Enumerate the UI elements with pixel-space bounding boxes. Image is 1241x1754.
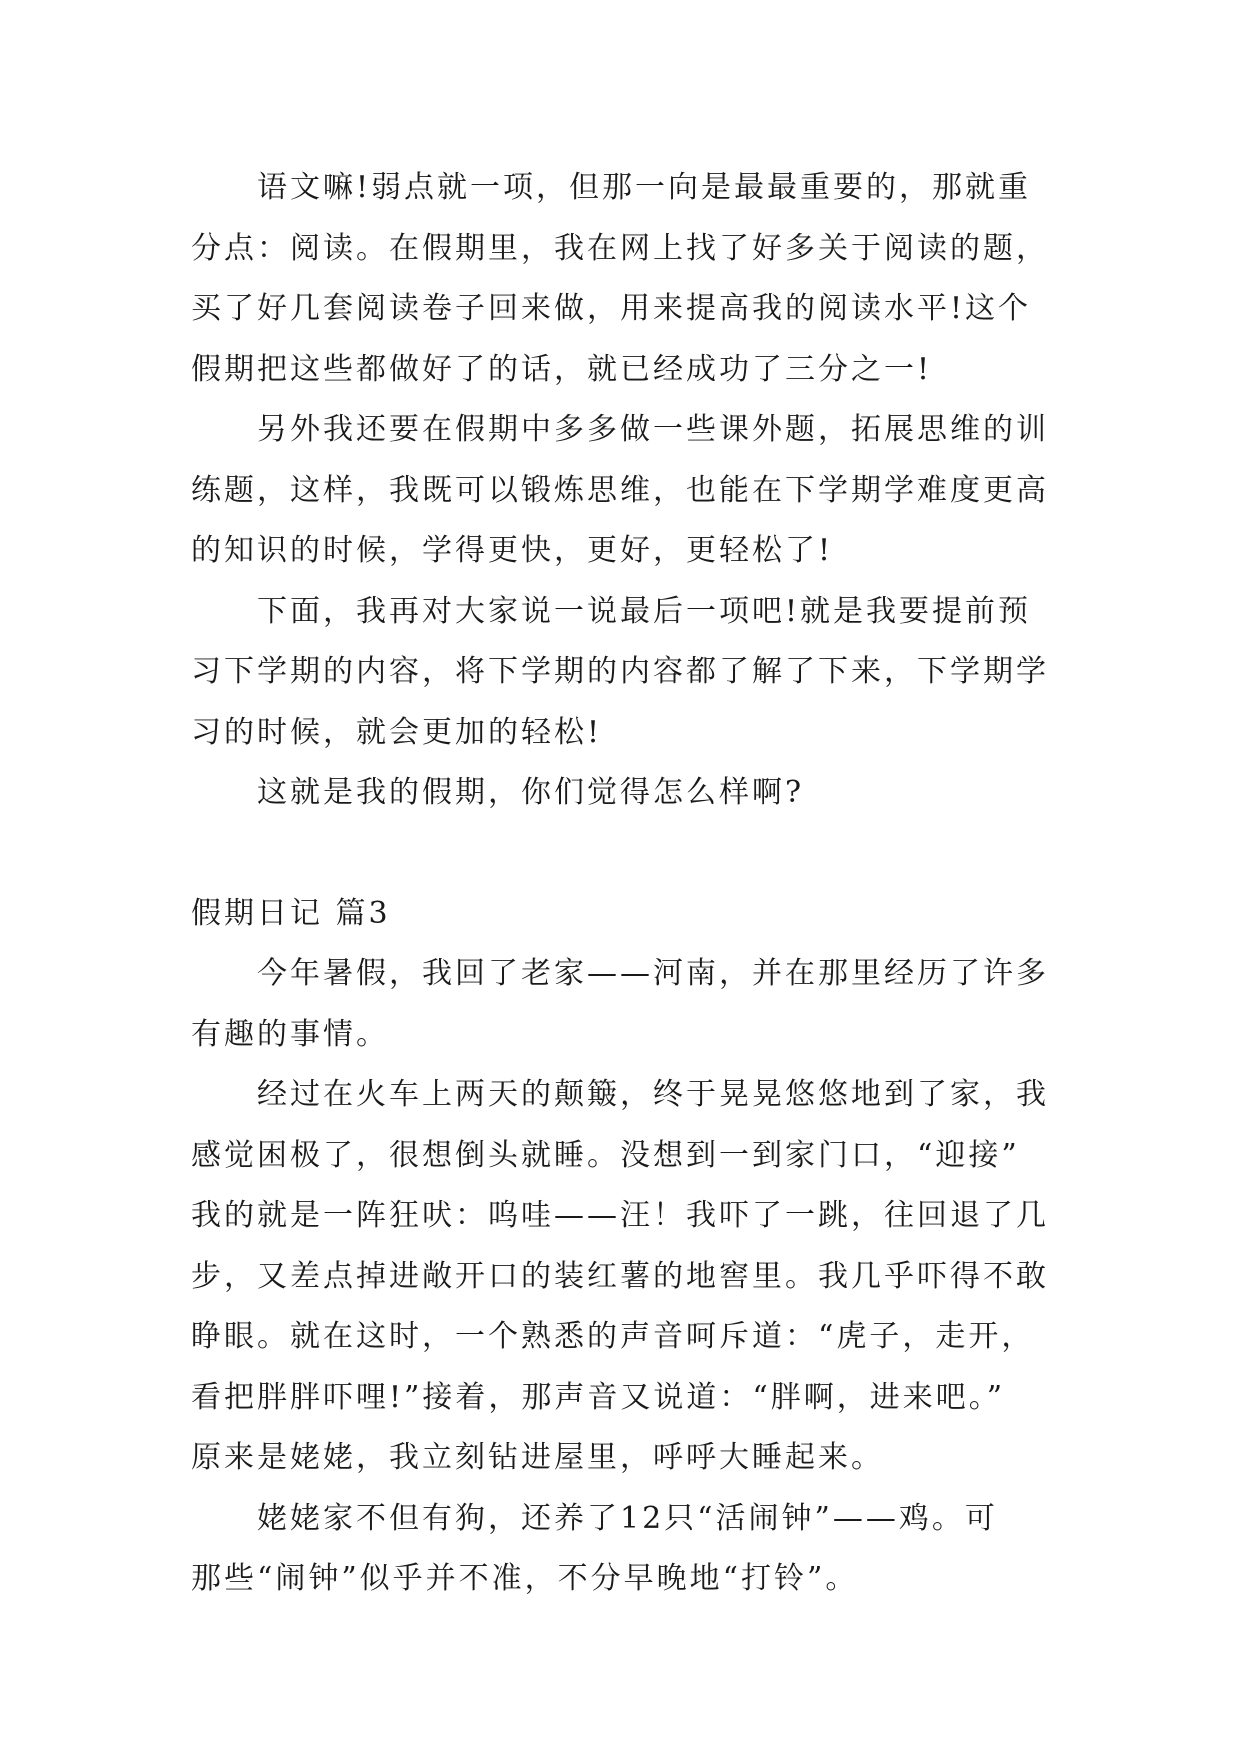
text-line: 步，又差点掉进敞开口的装红薯的地窖里。我几乎吓得不敢	[191, 1258, 1049, 1294]
text-line: 有趣的事情。	[191, 1016, 389, 1052]
text-line: 这就是我的假期，你们觉得怎么样啊?	[257, 775, 805, 810]
text-line: 感觉困极了，很想倒头就睡。没想到一到家门口，“迎接”	[191, 1137, 1020, 1173]
text-line: 姥姥家不但有狗，还养了12只“活闹钟”——鸡。可	[257, 1500, 998, 1536]
section-title: 假期日记 篇3	[191, 895, 391, 931]
paragraph-summer-hometown	[191, 944, 1071, 1065]
paragraph-closing-question	[191, 763, 1071, 824]
text-line: 我的就是一阵狂吠：呜哇——汪！我吓了一跳，往回退了几	[191, 1198, 1049, 1233]
text-line: 看把胖胖吓哩!”接着，那声音又说道：“胖啊，进来吧。”	[191, 1379, 1006, 1415]
text-line: 另外我还要在假期中多多做一些课外题，拓展思维的训	[257, 412, 1049, 447]
paragraph-chinese-reading	[191, 158, 1071, 400]
text-line: 今年暑假，我回了老家——河南，并在那里经历了许多	[257, 956, 1049, 991]
text-line: 经过在火车上两天的颠簸，终于晃晃悠悠地到了家，我	[257, 1077, 1049, 1112]
text-line: 练题，这样，我既可以锻炼思维，也能在下学期学难度更高	[191, 472, 1049, 508]
paragraph-rooster-clocks	[191, 1489, 1071, 1610]
section-spacer	[191, 824, 1071, 884]
text-line: 分点：阅读。在假期里，我在网上找了好多关于阅读的题，	[191, 230, 1049, 266]
document-body	[191, 158, 1071, 1610]
text-line: 买了好几套阅读卷子回来做，用来提高我的阅读水平!这个	[191, 291, 1032, 326]
text-line: 习的时候，就会更加的轻松!	[191, 714, 603, 750]
text-line: 睁眼。就在这时，一个熟悉的声音呵斥道：“虎子，走开，	[191, 1319, 1035, 1354]
paragraph-preview-next-term	[191, 582, 1071, 764]
paragraph-arrival-dog	[191, 1065, 1071, 1489]
text-line: 原来是姥姥，我立刻钻进屋里，呼呼大睡起来。	[191, 1440, 884, 1475]
paragraph-extra-exercises	[191, 400, 1071, 582]
text-line: 习下学期的内容，将下学期的内容都了解了下来，下学期学	[191, 654, 1049, 689]
text-line: 假期把这些都做好了的话，就已经成功了三分之一!	[191, 351, 933, 387]
text-line: 下面，我再对大家说一说最后一项吧!就是我要提前预	[257, 593, 1032, 629]
text-line: 那些“闹钟”似乎并不准，不分早晚地“打铃”。	[191, 1561, 859, 1596]
text-line: 语文嘛!弱点就一项，但那一向是最最重要的，那就重	[257, 170, 1032, 205]
text-line: 的知识的时候，学得更快，更好，更轻松了!	[191, 533, 834, 568]
